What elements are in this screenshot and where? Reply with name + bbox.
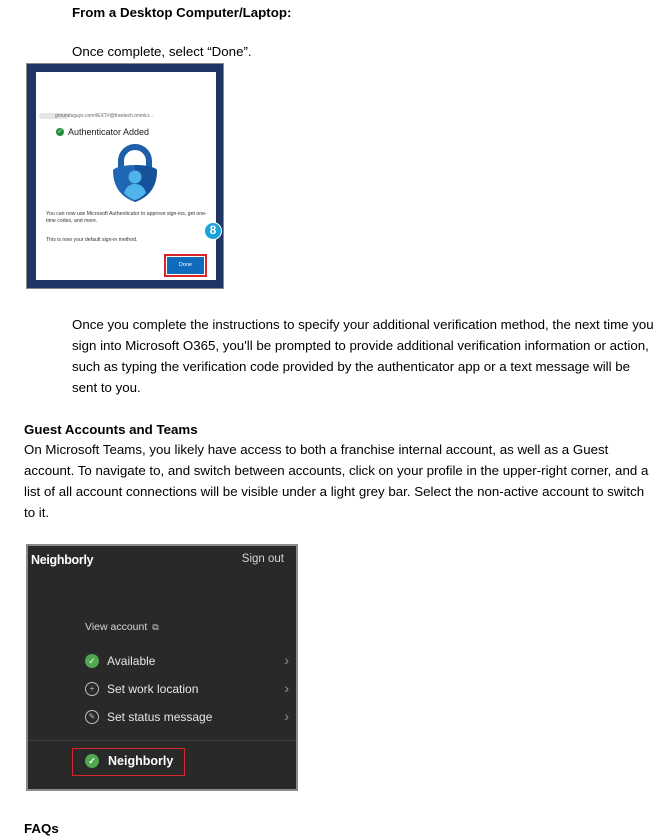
chevron-right-icon: › — [284, 708, 289, 724]
step-number-badge: 8 — [204, 222, 222, 240]
pencil-icon: ✎ — [85, 710, 99, 724]
teams-account-menu-screenshot — [26, 544, 298, 791]
menu-item-set-work-location[interactable] — [85, 678, 289, 700]
guest-section-paragraph: On Microsoft Teams, you likely have access to both a franchise internal account, as well as a Guest account. To navigate to, and switch between accounts, click on your profile in the upper-right corner, and a list of all account connections will be visible under a light grey bar. Select the non-active account to switch to it. — [24, 442, 649, 520]
menu-item-label: Set work location — [107, 682, 199, 696]
menu-item-label: Available — [107, 654, 156, 668]
authenticator-description: You can now use Microsoft Authenticator to approve sign-ins, get one-time codes, and more. — [46, 211, 207, 224]
menu-item-available[interactable] — [85, 650, 289, 672]
account-email: groundsguys.com#EXT#@frantech.onmicr... — [55, 113, 154, 119]
menu-divider — [28, 740, 296, 741]
chevron-right-icon: › — [284, 652, 289, 668]
authenticator-status-title: Authenticator Added — [68, 127, 150, 137]
view-account-label: View account — [85, 621, 148, 633]
available-check-icon: ✓ — [85, 754, 99, 768]
default-method-text: This is now your default sign-in method. — [46, 237, 138, 243]
faqs-heading: FAQs — [24, 821, 59, 836]
menu-item-label: Set status message — [107, 710, 213, 724]
account-switch-item[interactable] — [85, 754, 173, 768]
done-instruction-text: Once complete, select “Done”. — [72, 44, 252, 59]
external-link-icon: ⧉ — [152, 621, 159, 632]
done-button[interactable]: Done — [167, 257, 204, 274]
authenticator-dialog — [36, 72, 216, 280]
authenticator-status-row — [56, 127, 149, 137]
verification-paragraph: Once you complete the instructions to specify your additional verification method, the next time you sign into Microsoft O365, you'll be prompted to provide additional verification information or action, such as typing the verification code provided by the authenticator app or a text message will be sent to you. — [72, 317, 654, 395]
chevron-right-icon: › — [284, 680, 289, 696]
authenticator-lock-icon — [109, 143, 161, 203]
available-check-icon: ✓ — [85, 654, 99, 668]
guest-section-heading: Guest Accounts and Teams — [24, 422, 198, 437]
neighborly-brand: Neighborly — [31, 553, 94, 567]
desktop-section-heading: From a Desktop Computer/Laptop: — [72, 5, 292, 20]
check-circle-icon: ✓ — [57, 129, 63, 135]
authenticator-screenshot — [26, 63, 224, 289]
location-pin-icon: + — [85, 682, 99, 696]
menu-item-set-status-message[interactable] — [85, 706, 289, 728]
view-account-link[interactable] — [85, 621, 159, 633]
sign-out-link[interactable]: Sign out — [241, 553, 284, 565]
account-name: Neighborly — [108, 754, 174, 768]
